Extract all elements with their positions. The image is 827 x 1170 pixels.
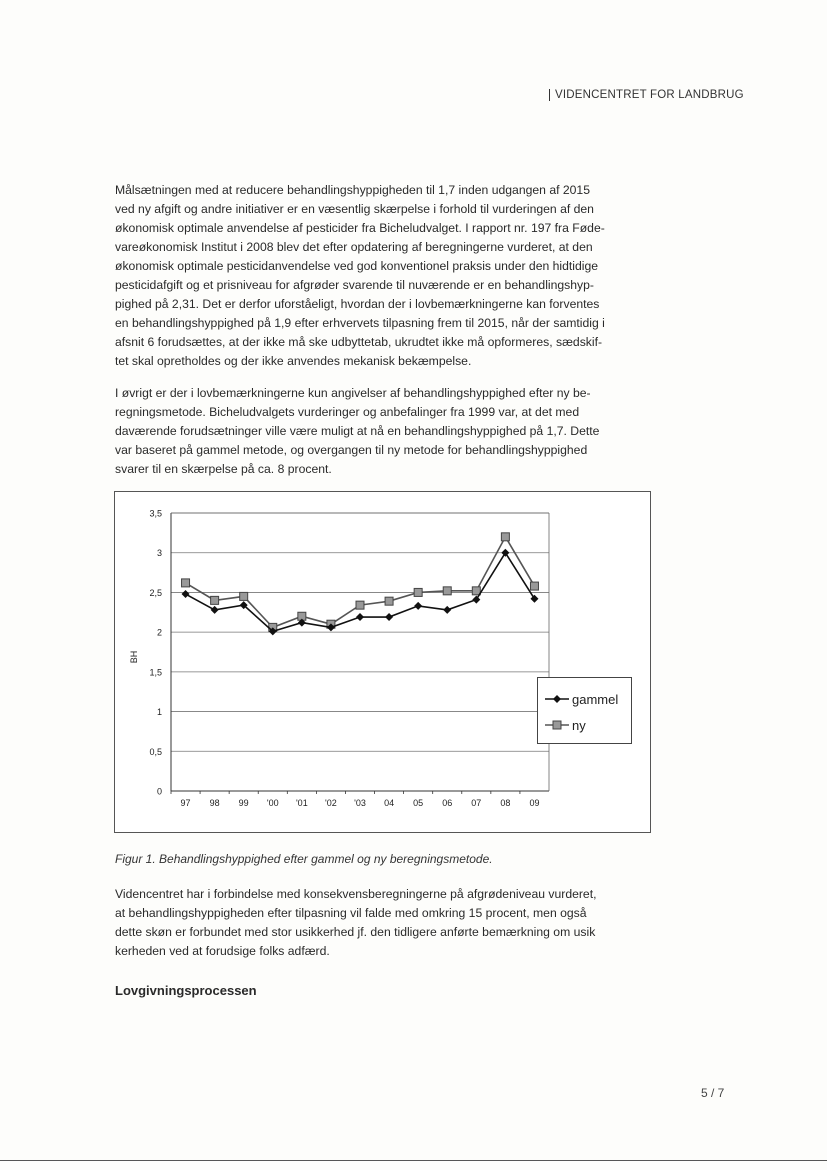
y-tick-label: 2,5 <box>149 587 162 598</box>
legend-entry-ny <box>544 716 586 734</box>
text-line: økonomisk optimale pesticidanvendelse ved god konventionel praksis under den hidtidige <box>115 259 599 273</box>
page-number: 5 / 7 <box>701 1086 725 1100</box>
data-point-gammel <box>530 595 538 603</box>
data-point-ny <box>530 582 538 590</box>
text-line: en behandlingshyppighed på 1,9 efter erhvervets tilpasning frem til 2015, når der samtidig i <box>115 316 605 330</box>
x-tick-label: 97 <box>180 798 191 808</box>
data-point-ny <box>414 588 422 596</box>
header-org-name: VIDENCENTRET FOR LANDBRUG <box>549 89 744 101</box>
data-point-ny <box>240 592 248 600</box>
legend-marker-diamond-icon <box>544 693 570 705</box>
line-chart <box>115 492 650 832</box>
figure-chart <box>114 491 651 833</box>
data-point-gammel <box>356 613 364 621</box>
text-line: regningsmetode. Bicheludvalgets vurderinger og anbefalinger fra 1999 var, at det med <box>115 405 580 419</box>
text-line: afsnit 6 forudsættes, at der ikke må ske udbyttetab, ukrudtet ikke må opformeres, sædskif- <box>115 335 603 349</box>
section-heading: Lovgivningsprocessen <box>115 983 257 998</box>
x-tick-label: 07 <box>471 798 482 808</box>
text-line: kerheden ved at forudsige folks adfærd. <box>115 944 330 958</box>
data-point-gammel <box>472 596 480 604</box>
data-point-gammel <box>443 606 451 614</box>
x-tick-label: 06 <box>442 798 453 808</box>
y-tick-label: 3 <box>156 548 162 559</box>
x-tick-label: '00 <box>266 798 279 808</box>
paragraph-target-reduction <box>115 181 655 371</box>
text-line: Målsætningen med at reducere behandlingshyppigheden til 1,7 inden udgangen af 2015 <box>115 183 590 197</box>
text-line: var baseret på gammel metode, og overgangen til ny metode for behandlingshyppighed <box>115 443 588 457</box>
data-point-ny <box>182 579 190 587</box>
data-point-ny <box>356 601 364 609</box>
paragraph-assessment <box>115 885 655 961</box>
text-line: daværende forudsætninger ville være muligt at nå en behandlingshyppighed på 1,7. Dette <box>115 424 600 438</box>
text-line: Videncentret har i forbindelse med konsekvensberegningerne på afgrødeniveau vurderet, <box>115 887 597 901</box>
y-tick-label: 1,5 <box>149 667 162 678</box>
legend-label: ny <box>572 717 586 733</box>
text-line: ved ny afgift og andre initiativer er en væsentlig skærpelse i forhold til vurderingen af den <box>115 202 594 216</box>
paragraph-calculation-method <box>115 384 655 479</box>
y-tick-label: 2 <box>156 627 162 638</box>
text-line: tet skal opretholdes og der ikke anvendes mekanisk bekæmpelse. <box>115 354 472 368</box>
x-tick-label: 08 <box>500 798 511 808</box>
data-point-gammel <box>414 602 422 610</box>
text-line: I øvrigt er der i lovbemærkningerne kun angivelser af behandlingshyppighed efter ny be- <box>115 386 591 400</box>
y-tick-label: 3,5 <box>149 508 162 519</box>
x-tick-label: 99 <box>238 798 249 808</box>
data-point-ny <box>211 596 219 604</box>
data-point-gammel <box>385 613 393 621</box>
text-line: svarer til en skærpelse på ca. 8 procent. <box>115 462 332 476</box>
chart-legend <box>537 677 632 744</box>
legend-entry-gammel <box>544 690 618 708</box>
data-point-ny <box>443 587 451 595</box>
text-line: pighed på 2,31. Det er derfor uforståeligt, hvordan der i lovbemærkningerne kan forventes <box>115 297 600 311</box>
text-line: pesticidafgift og et prisniveau for afgrøder svarende til nuværende er en behandlingshyp- <box>115 278 594 292</box>
data-point-gammel <box>501 549 509 557</box>
y-axis-label: BH <box>129 650 139 664</box>
data-point-ny <box>501 533 509 541</box>
y-tick-label: 1 <box>156 707 162 718</box>
text-line: vareøkonomisk Institut i 2008 blev det efter opdatering af beregningerne vurderet, at den <box>115 240 593 254</box>
x-tick-label: '03 <box>354 798 366 808</box>
y-tick-label: 0,5 <box>149 746 162 757</box>
x-tick-label: '01 <box>295 798 308 808</box>
data-point-gammel <box>211 606 219 614</box>
x-tick-label: 04 <box>384 798 395 808</box>
x-tick-label: 05 <box>413 798 424 808</box>
text-line: at behandlingshyppigheden efter tilpasning vil falde med omkring 15 procent, men også <box>115 906 587 920</box>
x-tick-label: '02 <box>325 798 337 808</box>
x-tick-label: 09 <box>529 798 540 808</box>
y-tick-label: 0 <box>156 786 162 797</box>
legend-marker-square-icon <box>544 719 570 731</box>
text-line: dette skøn er forbundet med stor usikkerhed jf. den tidligere anførte bemærkning om usik <box>115 925 596 939</box>
bottom-rule <box>0 1160 827 1161</box>
text-line: økonomisk optimale anvendelse af pesticider fra Bicheludvalget. I rapport nr. 197 fra Føde- <box>115 221 605 235</box>
figure-caption: Figur 1. Behandlingshyppighed efter gammel og ny beregningsmetode. <box>115 852 493 866</box>
data-point-ny <box>385 597 393 605</box>
data-point-gammel <box>182 590 190 598</box>
legend-label: gammel <box>572 691 619 707</box>
x-tick-label: 98 <box>209 798 220 808</box>
